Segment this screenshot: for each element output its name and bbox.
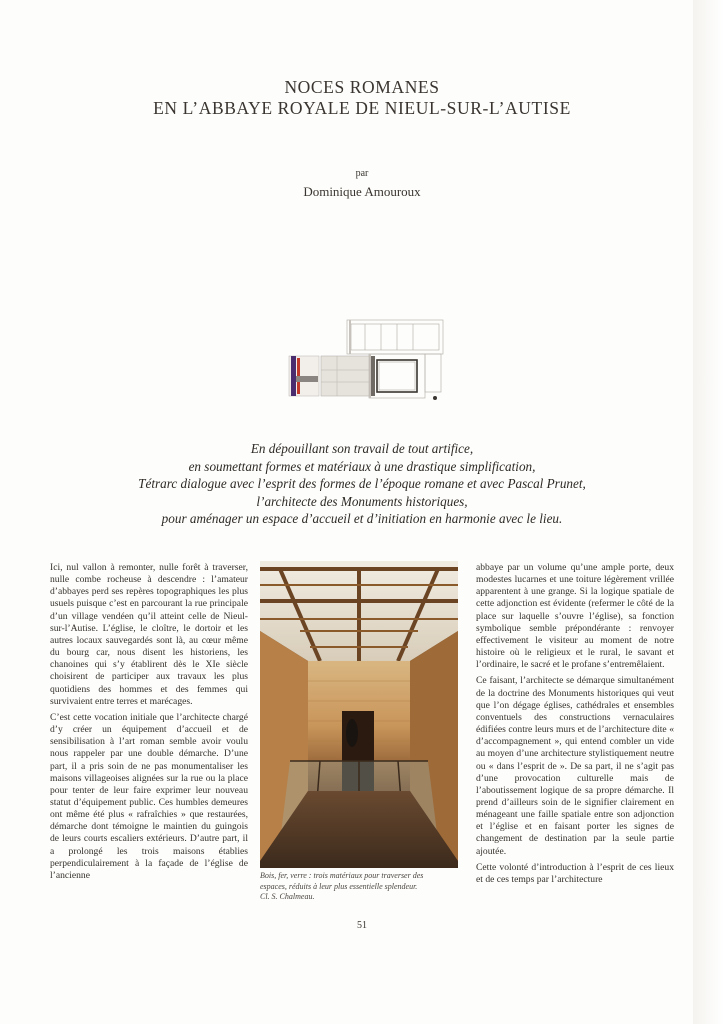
author-name: Dominique Amouroux	[303, 184, 421, 199]
paragraph: Cette volonté d’introduction à l’esprit de ces lieux et de ces temps par l’architecture	[476, 861, 674, 885]
intro-line: Tétrarc dialogue avec l’esprit des formes de l’époque romane et avec Pascal Prunet,	[138, 476, 586, 491]
caption-line: Bois, fer, verre : trois matériaux pour traverser des	[260, 871, 424, 880]
paragraph: Ici, nul vallon à remonter, nulle forêt à traverser, nulle combe rocheuse à descendre : l’amateur d’abbayes perd ses repères topographiques les plus usuels puisque c’est en parcourant la rue principale d’un village vendéen qu’il atteint celle de Nieul-sur-l’Autise. L’église, le cloître, le dortoir et les autres locaux sauvegardés sont là, au cœur même du bourg car, nous disent les historiens, les chanoines qui s’y établirent dès le XIe siècle choisirent de participer aux travaux les plus quotidiens des hommes et des femmes qui survivaient entre terres et marécages.	[50, 562, 248, 707]
intro-lede	[70, 440, 654, 528]
photo-caption	[260, 871, 460, 903]
caption-line: espaces, réduits à leur plus essentielle splendeur.	[260, 881, 418, 891]
page-number: 51	[357, 920, 367, 931]
intro-line: En dépouillant son travail de tout artifice,	[250, 441, 474, 456]
interior-photo	[260, 561, 458, 868]
intro-line: pour aménager un espace d’accueil et d’initiation en harmonie avec le lieu.	[161, 511, 563, 526]
text-column-left	[50, 562, 248, 886]
paragraph: C’est cette vocation initiale que l’architecte chargé d’y créer un équipement d’accueil et de sensibilisation à l’art roman semble avoir voulu nous rappeler par une double démarche. D’une part, il a pris soin de ne pas monumentaliser les maisons villageoises alignées sur la rue ou la place pour tenter de leur faire exprimer leur nouveau statut d’équipement public. Ces humbles demeures ont même été plus « rafraîchies » que restaurées, démarche dont témoigne le maintien du guingois de leurs courts escaliers extérieurs. D’autre part, il a prolongé les trois maisons établies perpendiculairement à la façade de l’église de l’ancienne	[50, 711, 248, 881]
title-line-1: NOCES ROMANES	[284, 77, 440, 97]
photo-credit: Cl. S. Chalmeau.	[260, 892, 315, 901]
byline-par: par	[355, 168, 369, 179]
paragraph: abbaye par un volume qu’une ample porte, deux modestes lucarnes et une toiture légèrement vrillée apparentent à une grange. Si la logique spatiale de cette adjonction est évidente (refermer le côté de la place sur laquelle s’ouvre l’église), sa fonction symbolique semble prépondérante : renvoyer effectivement le visiteur au moment de notre histoire où le religieux et le rural, le savant et l’ordinaire, le sacré et le profane s’entremêlaient.	[476, 562, 674, 671]
title-line-2: EN L’ABBAYE ROYALE DE NIEUL-SUR-L’AUTISE	[153, 98, 571, 118]
intro-line: l’architecte des Monuments historiques,	[256, 493, 468, 509]
abbey-floor-plan	[285, 318, 445, 410]
page-edge-shadow	[693, 0, 724, 1024]
text-column-right	[476, 562, 674, 890]
intro-line: en soumettant formes et matériaux à une drastique simplification,	[188, 458, 536, 474]
paragraph: Ce faisant, l’architecte se démarque simultanément de la doctrine des Monuments historiques qui veut que l’on dégage églises, cathédrales et ensembles conventuels des constructions vernaculaires édifiées contre leurs murs et de l’architecture dite « d’accompagnement », qui entend combler un vide au moyen d’une architecture stylistiquement neutre ou « dans l’esprit de ». De sa part, il ne s’agit pas d’une provocation culturelle mais de l’aboutissement logique de sa propre démarche. Il prend d’ailleurs soin de le signifier clairement en ménageant une faille spatiale entre son adjonction et l’église et en faisant porter les signes de changement de destination par la seule partie ajoutée.	[476, 675, 674, 857]
